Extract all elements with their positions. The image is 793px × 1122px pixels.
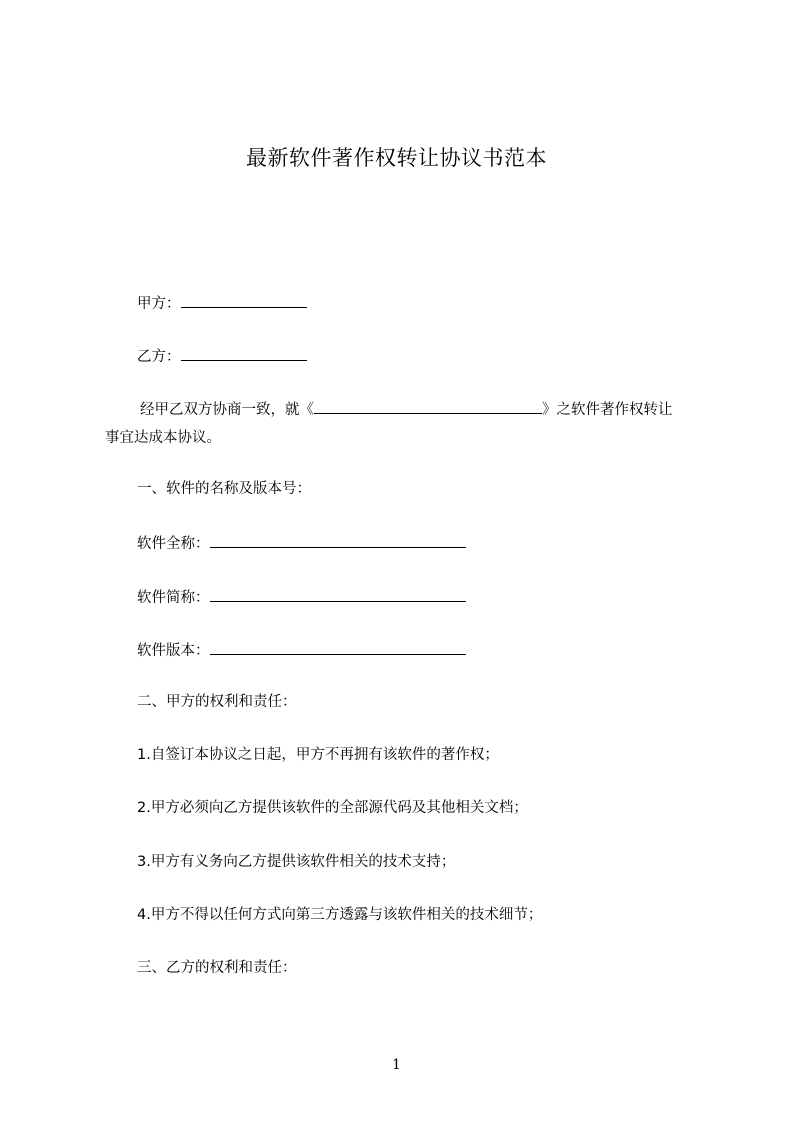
section2-item: 3.甲方有义务向乙方提供该软件相关的技术支持；	[137, 854, 456, 870]
software-version-label: 软件版本：	[137, 643, 210, 659]
software-full-name-blank	[210, 532, 466, 548]
intro-text-after: 》之软件著作权转让	[542, 402, 673, 418]
software-version-line	[137, 639, 466, 661]
software-version-blank	[210, 639, 466, 655]
party-b-blank	[181, 345, 307, 361]
section2-item: 2.甲方必须向乙方提供该软件的全部源代码及其他相关文档；	[137, 800, 528, 816]
party-b-line	[137, 345, 307, 367]
party-a-blank	[181, 292, 307, 308]
party-b-label: 乙方：	[137, 349, 181, 365]
section2-item: 4.甲方不得以任何方式向第三方透露与该软件相关的技术细节；	[137, 907, 543, 923]
section2-heading: 二、甲方的权利和责任：	[137, 694, 297, 710]
software-full-name-line	[137, 532, 466, 554]
software-name-blank	[314, 398, 542, 414]
intro-text-before: 经甲乙双方协商一致，就《	[140, 402, 314, 418]
section1-heading: 一、软件的名称及版本号：	[137, 481, 311, 497]
software-short-name-line	[137, 586, 466, 608]
section2-item: 1.自签订本协议之日起，甲方不再拥有该软件的著作权；	[137, 747, 499, 763]
document-title: 最新软件著作权转让协议书范本	[246, 146, 547, 170]
intro-line-1	[105, 396, 705, 424]
intro-line-2: 事宜达成本协议。	[105, 430, 221, 446]
party-a-label: 甲方：	[137, 296, 181, 312]
software-short-name-label: 软件简称：	[137, 590, 210, 606]
software-full-name-label: 软件全称：	[137, 536, 210, 552]
intro-paragraph	[105, 396, 705, 452]
party-a-line	[137, 292, 307, 314]
software-short-name-blank	[210, 586, 466, 602]
page-number: 1	[392, 1057, 401, 1073]
section3-heading: 三、乙方的权利和责任：	[137, 960, 297, 976]
